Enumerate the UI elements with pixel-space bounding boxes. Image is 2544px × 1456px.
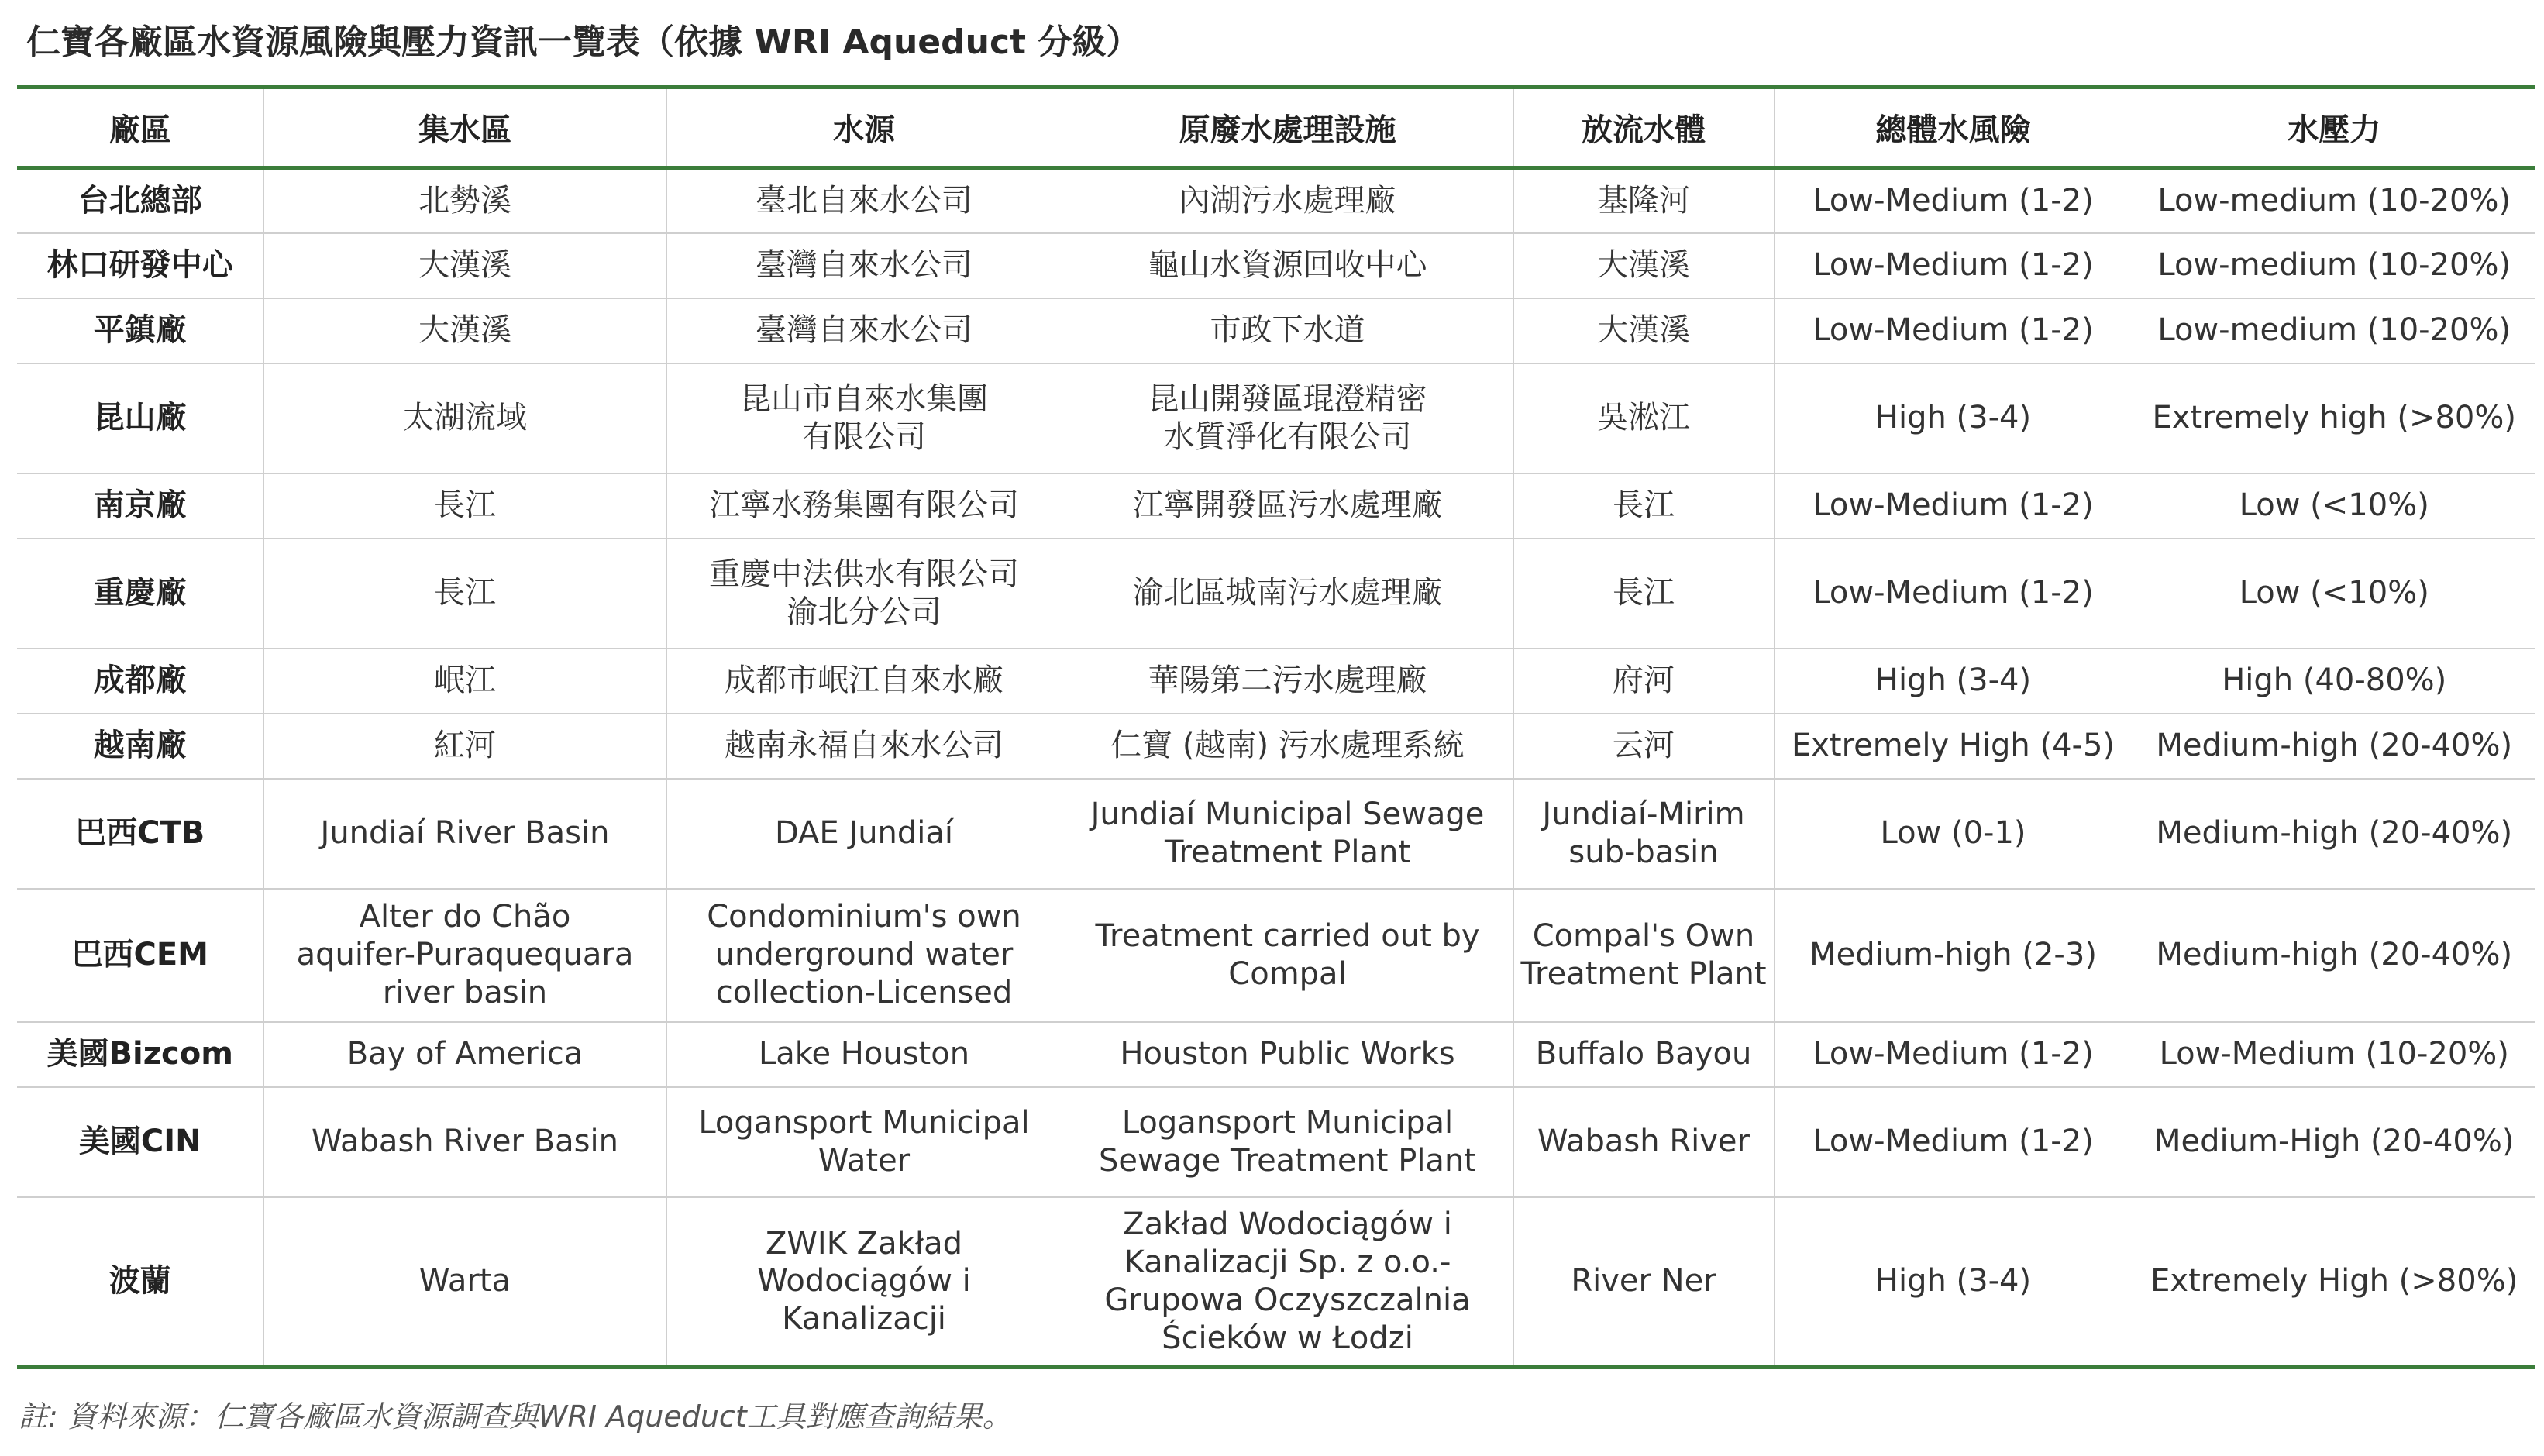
cell-catchment [263, 168, 666, 233]
cell-text: 龜山水資源回收中心 [1148, 247, 1427, 284]
cell-text: 云河 [1613, 728, 1675, 764]
page [17, 0, 2535, 1435]
cell-catchment [263, 298, 666, 363]
cell-text: 大漢溪 [418, 247, 511, 284]
cell-wastewater-facility [1062, 298, 1513, 363]
cell-text: Extremely high (>80%) [2152, 400, 2516, 436]
cell-water-source [666, 779, 1062, 889]
cell-text: Medium-high (20-40%) [2156, 815, 2513, 852]
cell-text: Extremely High (>80%) [2150, 1263, 2518, 1299]
cell-site [17, 1022, 263, 1087]
cell-wastewater-facility [1062, 168, 1513, 233]
cell-water-stress [2133, 1087, 2535, 1197]
header-water-source: 水源 [666, 88, 1062, 168]
cell-text: 美國Bizcom [46, 1036, 233, 1072]
cell-text: 臺北自來水公司 [756, 182, 973, 219]
cell-text: Low-Medium (1-2) [1812, 487, 2094, 524]
cell-wastewater-facility [1062, 649, 1513, 714]
cell-overall-water-risk [1774, 473, 2133, 539]
cell-text: 長江 [1613, 487, 1675, 524]
cell-receiving-water [1513, 539, 1774, 649]
cell-receiving-water [1513, 1022, 1774, 1087]
table-row [17, 649, 2535, 714]
table-row [17, 539, 2535, 649]
cell-site [17, 473, 263, 539]
cell-text: 巴西CTB [75, 815, 205, 852]
cell-text: 昆山開發區琨澄精密 水質淨化有限公司 [1148, 380, 1427, 455]
cell-text: 長江 [1613, 575, 1675, 611]
cell-site [17, 233, 263, 298]
cell-water-stress [2133, 1197, 2535, 1368]
header-water-stress: 水壓力 [2133, 88, 2535, 168]
cell-text: 太湖流域 [403, 400, 527, 436]
cell-text: 華陽第二污水處理廠 [1148, 663, 1427, 699]
cell-text: Extremely High (4-5) [1791, 728, 2115, 764]
cell-overall-water-risk [1774, 233, 2133, 298]
cell-text: High (3-4) [1874, 663, 2032, 699]
cell-text: 美國CIN [78, 1124, 201, 1160]
cell-text: Houston Public Works [1120, 1036, 1455, 1072]
cell-text: Medium-high (20-40%) [2156, 937, 2513, 973]
cell-text: Low-Medium (1-2) [1812, 575, 2094, 611]
cell-water-source [666, 168, 1062, 233]
cell-text: 渝北區城南污水處理廠 [1132, 575, 1443, 611]
cell-water-stress [2133, 363, 2535, 473]
cell-text: River Ner [1571, 1263, 1716, 1299]
cell-water-stress [2133, 298, 2535, 363]
cell-catchment [263, 649, 666, 714]
cell-text: 重慶廠 [93, 575, 187, 611]
cell-text: ZWIK Zakład Wodociągów i Kanalizacji [757, 1225, 971, 1337]
table-row [17, 779, 2535, 889]
cell-text: 成都廠 [93, 663, 187, 699]
cell-water-source [666, 539, 1062, 649]
cell-water-stress [2133, 168, 2535, 233]
cell-catchment [263, 1197, 666, 1368]
cell-catchment [263, 1022, 666, 1087]
cell-text: 岷江 [434, 663, 496, 699]
cell-text: Low-medium (10-20%) [2157, 247, 2511, 284]
cell-text: Treatment carried out by Compal [1095, 917, 1480, 992]
cell-overall-water-risk [1774, 539, 2133, 649]
cell-catchment [263, 233, 666, 298]
cell-text: 越南永福自來水公司 [725, 728, 1003, 764]
table-body [17, 168, 2535, 1368]
cell-overall-water-risk [1774, 298, 2133, 363]
cell-catchment [263, 363, 666, 473]
cell-water-stress [2133, 779, 2535, 889]
cell-text: Logansport Municipal Water [698, 1104, 1030, 1179]
cell-overall-water-risk [1774, 649, 2133, 714]
cell-wastewater-facility [1062, 473, 1513, 539]
cell-water-source [666, 1087, 1062, 1197]
cell-text: Low-medium (10-20%) [2157, 182, 2511, 219]
cell-catchment [263, 779, 666, 889]
cell-overall-water-risk [1774, 168, 2133, 233]
cell-text: High (3-4) [1874, 400, 2032, 436]
cell-receiving-water [1513, 714, 1774, 779]
cell-text: 昆山市自來水集團 有限公司 [740, 380, 988, 455]
cell-water-stress [2133, 539, 2535, 649]
cell-receiving-water [1513, 649, 1774, 714]
cell-text: 波蘭 [108, 1263, 171, 1299]
header-catchment: 集水區 [263, 88, 666, 168]
cell-text: 臺灣自來水公司 [756, 247, 973, 284]
cell-text: 仁寶 (越南) 污水處理系統 [1110, 728, 1465, 764]
cell-wastewater-facility [1062, 714, 1513, 779]
cell-text: Low (<10%) [2239, 575, 2429, 611]
cell-site [17, 649, 263, 714]
cell-wastewater-facility [1062, 233, 1513, 298]
cell-text: Compal's Own Treatment Plant [1520, 917, 1767, 992]
cell-receiving-water [1513, 1087, 1774, 1197]
cell-text: Lake Houston [758, 1036, 970, 1072]
cell-text: 內湖污水處理廠 [1179, 182, 1396, 219]
cell-wastewater-facility [1062, 779, 1513, 889]
cell-text: Wabash River [1537, 1124, 1750, 1160]
table-row [17, 473, 2535, 539]
cell-text: 市政下水道 [1210, 312, 1365, 349]
cell-text: Medium-high (2-3) [1809, 937, 2097, 973]
table-row [17, 233, 2535, 298]
cell-receiving-water [1513, 473, 1774, 539]
cell-text: Jundiaí-Mirim sub-basin [1542, 796, 1745, 870]
cell-site [17, 1197, 263, 1368]
cell-wastewater-facility [1062, 363, 1513, 473]
cell-overall-water-risk [1774, 363, 2133, 473]
cell-text: Low-Medium (1-2) [1812, 247, 2094, 284]
cell-water-stress [2133, 714, 2535, 779]
header-overall-water-risk: 總體水風險 [1774, 88, 2133, 168]
cell-text: 長江 [434, 487, 496, 524]
cell-text: 臺灣自來水公司 [756, 312, 973, 349]
cell-text: 江寧開發區污水處理廠 [1132, 487, 1443, 524]
cell-text: Low-medium (10-20%) [2157, 312, 2511, 349]
cell-text: Zakład Wodociągów i Kanalizacji Sp. z o.o.- Grupowa Oczyszczalnia Ścieków w Łodzi [1104, 1206, 1471, 1356]
cell-water-source [666, 298, 1062, 363]
cell-catchment [263, 1087, 666, 1197]
cell-text: Buffalo Bayou [1535, 1036, 1752, 1072]
cell-water-source [666, 1022, 1062, 1087]
cell-text: Low-Medium (1-2) [1812, 1124, 2094, 1160]
cell-text: Low-Medium (1-2) [1812, 182, 2094, 219]
cell-text: Logansport Municipal Sewage Treatment Plant [1099, 1104, 1476, 1179]
cell-text: Bay of America [346, 1036, 584, 1072]
cell-text: High (40-80%) [2222, 663, 2447, 699]
cell-text: 府河 [1613, 663, 1675, 699]
cell-text: Medium-high (20-40%) [2156, 728, 2513, 764]
cell-receiving-water [1513, 168, 1774, 233]
cell-text: DAE Jundiaí [774, 815, 954, 852]
cell-water-source [666, 649, 1062, 714]
cell-site [17, 539, 263, 649]
cell-text: Alter do Chão aquifer-Puraquequara river basin [296, 899, 634, 1010]
cell-water-source [666, 363, 1062, 473]
footnote: 註: 資料來源：仁寶各廠區水資源調查與WRI Aqueduct工具對應查詢結果。 [19, 1399, 1012, 1434]
cell-text: 平鎮廠 [93, 312, 187, 349]
cell-text: Medium-High (20-40%) [2154, 1124, 2515, 1160]
cell-text: Wabash River Basin [312, 1124, 618, 1160]
cell-wastewater-facility [1062, 1197, 1513, 1368]
cell-text: 昆山廠 [93, 400, 187, 436]
cell-text: High (3-4) [1874, 1263, 2032, 1299]
table-row [17, 889, 2535, 1022]
cell-water-stress [2133, 233, 2535, 298]
cell-text: Low-Medium (1-2) [1812, 312, 2094, 349]
table-row [17, 714, 2535, 779]
cell-water-source [666, 1197, 1062, 1368]
cell-water-stress [2133, 1022, 2535, 1087]
cell-text: 林口研發中心 [46, 247, 233, 284]
cell-text: Condominium's own underground water collection-Licensed [707, 899, 1021, 1010]
table-row [17, 1197, 2535, 1368]
table-header-row [17, 88, 2535, 168]
cell-wastewater-facility [1062, 889, 1513, 1022]
water-risk-table [17, 85, 2535, 1369]
table-row [17, 363, 2535, 473]
cell-overall-water-risk [1774, 889, 2133, 1022]
cell-site [17, 889, 263, 1022]
header-receiving-water: 放流水體 [1513, 88, 1774, 168]
cell-water-source [666, 233, 1062, 298]
cell-water-source [666, 473, 1062, 539]
cell-site [17, 1087, 263, 1197]
table-row [17, 298, 2535, 363]
cell-water-source [666, 889, 1062, 1022]
cell-text: 越南廠 [93, 728, 187, 764]
cell-text: 基隆河 [1597, 182, 1690, 219]
table-row [17, 1022, 2535, 1087]
cell-catchment [263, 473, 666, 539]
page-title: 仁寶各廠區水資源風險與壓力資訊一覽表（依據 WRI Aqueduct 分級） [26, 22, 1141, 62]
cell-overall-water-risk [1774, 1022, 2133, 1087]
cell-text: 大漢溪 [418, 312, 511, 349]
cell-overall-water-risk [1774, 1197, 2133, 1368]
cell-text: 吳淞江 [1597, 400, 1690, 436]
cell-site [17, 714, 263, 779]
cell-water-source [666, 714, 1062, 779]
cell-text: 長江 [434, 575, 496, 611]
cell-text: 江寧水務集團有限公司 [709, 487, 1019, 524]
cell-site [17, 298, 263, 363]
cell-receiving-water [1513, 363, 1774, 473]
cell-receiving-water [1513, 233, 1774, 298]
cell-site [17, 363, 263, 473]
cell-overall-water-risk [1774, 1087, 2133, 1197]
cell-receiving-water [1513, 1197, 1774, 1368]
cell-site [17, 168, 263, 233]
cell-text: 台北總部 [77, 182, 202, 219]
cell-text: 北勢溪 [418, 182, 511, 219]
cell-catchment [263, 889, 666, 1022]
cell-water-stress [2133, 649, 2535, 714]
cell-site [17, 779, 263, 889]
cell-text: 大漢溪 [1597, 247, 1690, 284]
header-wastewater-facility: 原廢水處理設施 [1062, 88, 1513, 168]
header-site: 廠區 [17, 88, 263, 168]
cell-catchment [263, 714, 666, 779]
cell-overall-water-risk [1774, 714, 2133, 779]
cell-water-stress [2133, 473, 2535, 539]
cell-catchment [263, 539, 666, 649]
cell-text: Low (<10%) [2239, 487, 2429, 524]
cell-text: 重慶中法供水有限公司 渝北分公司 [709, 556, 1019, 630]
cell-water-stress [2133, 889, 2535, 1022]
cell-wastewater-facility [1062, 1087, 1513, 1197]
cell-wastewater-facility [1062, 539, 1513, 649]
cell-receiving-water [1513, 889, 1774, 1022]
cell-text: Low-Medium (1-2) [1812, 1036, 2094, 1072]
cell-wastewater-facility [1062, 1022, 1513, 1087]
cell-text: 南京廠 [93, 487, 187, 524]
table-row [17, 1087, 2535, 1197]
cell-text: 紅河 [434, 728, 496, 764]
cell-text: 巴西CEM [71, 937, 208, 973]
cell-receiving-water [1513, 779, 1774, 889]
cell-receiving-water [1513, 298, 1774, 363]
cell-text: 大漢溪 [1597, 312, 1690, 349]
cell-text: Low-Medium (10-20%) [2159, 1036, 2509, 1072]
cell-text: Jundiaí Municipal Sewage Treatment Plant [1090, 796, 1485, 870]
cell-text: 成都市岷江自來水廠 [725, 663, 1003, 699]
cell-text: Warta [418, 1263, 511, 1299]
cell-overall-water-risk [1774, 779, 2133, 889]
table-row [17, 168, 2535, 233]
cell-text: Low (0-1) [1880, 815, 2026, 852]
cell-text: Jundiaí River Basin [320, 815, 610, 852]
